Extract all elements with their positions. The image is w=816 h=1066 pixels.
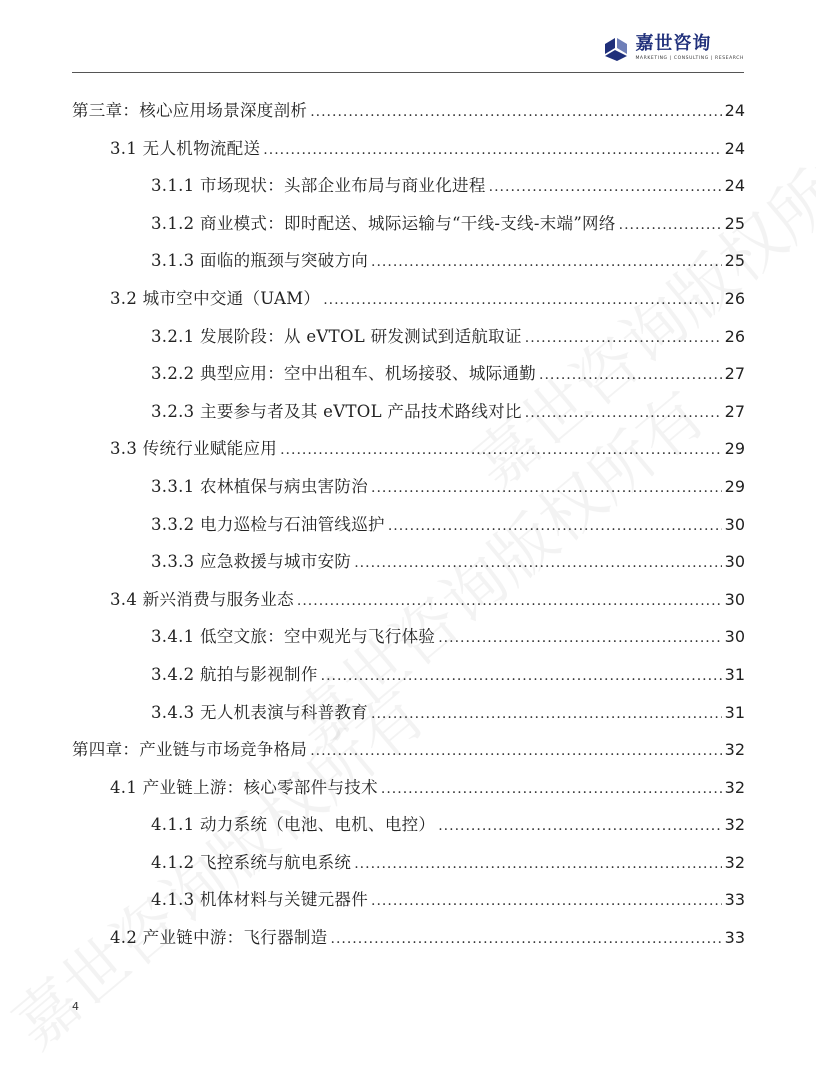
toc-leader-dots (371, 470, 722, 508)
toc-entry-level-3[interactable] (72, 506, 745, 544)
toc-entry-level-2[interactable] (72, 130, 745, 168)
toc-entry-title: 3.1 无人机物流配送 (110, 138, 261, 158)
toc-entry-page: 26 (724, 326, 745, 346)
toc-entry-title: 3.1.1 市场现状：头部企业布局与商业化进程 (151, 176, 486, 196)
toc-leader-dots (354, 846, 721, 884)
toc-entry-title: 3.4.1 低空文旅：空中观光与飞行体验 (151, 627, 436, 647)
toc-entry-title: 3.4.3 无人机表演与科普教育 (151, 702, 369, 722)
toc-entry-title: 3.1.3 面临的瓶颈与突破方向 (151, 251, 369, 271)
brand-name: 嘉世咨询 (635, 33, 712, 54)
toc-leader-dots (280, 432, 722, 470)
toc-entry-level-3[interactable] (72, 242, 745, 280)
page-number: 4 (72, 1000, 79, 1013)
toc-entry-page: 30 (724, 589, 745, 609)
toc-entry-page: 32 (724, 852, 745, 872)
toc-entry-title: 3.2.3 主要参与者及其 eVTOL 产品技术路线对比 (151, 401, 522, 421)
toc-entry-level-2[interactable] (72, 280, 745, 318)
toc-entry-page: 24 (724, 138, 745, 158)
toc-entry-page: 31 (724, 664, 745, 684)
toc-entry-title: 3.2.2 典型应用：空中出租车、机场接驳、城际通勤 (151, 364, 537, 384)
toc-leader-dots (539, 357, 722, 395)
toc-leader-dots (263, 132, 721, 170)
toc-entry-level-1[interactable] (72, 92, 745, 130)
toc-entry-page: 29 (724, 439, 745, 459)
toc-entry-title: 4.1.2 飞控系统与航电系统 (151, 852, 352, 872)
toc-leader-dots (525, 320, 722, 358)
toc-entry-level-3[interactable] (72, 355, 745, 393)
toc-entry-title: 4.2 产业链中游：飞行器制造 (110, 928, 328, 948)
toc-entry-title: 3.2.1 发展阶段：从 eVTOL 研发测试到适航取证 (151, 326, 522, 346)
toc-entry-title: 4.1.3 机体材料与关键元器件 (151, 890, 369, 910)
toc-leader-dots (438, 620, 721, 658)
toc-entry-level-2[interactable] (72, 919, 745, 957)
toc-entry-page: 32 (724, 777, 745, 797)
toc-entry-page: 26 (724, 288, 745, 308)
toc-leader-dots (331, 921, 722, 959)
toc-entry-page: 30 (724, 514, 745, 534)
jiashi-logo-icon (603, 36, 629, 62)
toc-entry-level-1[interactable] (72, 731, 745, 769)
toc-entry-page: 24 (724, 101, 745, 120)
toc-entry-page: 27 (724, 401, 745, 421)
toc-entry-title: 3.3.3 应急救援与城市安防 (151, 552, 352, 572)
toc-entry-page: 25 (724, 251, 745, 271)
toc-leader-dots (323, 282, 721, 320)
toc-leader-dots (310, 94, 721, 132)
toc-leader-dots (388, 508, 722, 546)
toc-entry-page: 24 (724, 176, 745, 196)
toc-entry-level-3[interactable] (72, 205, 745, 243)
toc-entry-level-3[interactable] (72, 656, 745, 694)
toc-leader-dots (321, 658, 722, 696)
toc-entry-page: 30 (724, 627, 745, 647)
toc-entry-level-3[interactable] (72, 393, 745, 431)
toc-entry-page: 33 (724, 928, 745, 948)
toc-leader-dots (619, 207, 722, 245)
toc-entry-title: 3.1.2 商业模式：即时配送、城际运输与“干线-支线-末端”网络 (151, 213, 616, 233)
brand (603, 34, 744, 62)
toc-leader-dots (489, 169, 722, 207)
toc-entry-page: 30 (724, 552, 745, 572)
toc-leader-dots (371, 696, 722, 734)
toc-entry-title: 3.2 城市空中交通（UAM） (110, 288, 321, 308)
toc-entry-title: 3.3.2 电力巡检与石油管线巡护 (151, 514, 385, 534)
toc-entry-page: 27 (724, 364, 745, 384)
toc-entry-level-3[interactable] (72, 618, 745, 656)
toc-entry-title: 第四章：产业链与市场竞争格局 (72, 740, 308, 760)
page-header (72, 26, 744, 73)
toc-entry-level-3[interactable] (72, 806, 745, 844)
toc-leader-dots (297, 583, 722, 621)
toc-entry-title: 4.1.1 动力系统（电池、电机、电控） (151, 815, 436, 835)
toc-entry-page: 32 (724, 815, 745, 835)
toc-leader-dots (371, 883, 722, 921)
table-of-contents (72, 92, 745, 957)
toc-entry-level-3[interactable] (72, 318, 745, 356)
toc-entry-level-2[interactable] (72, 430, 745, 468)
toc-leader-dots (525, 395, 722, 433)
toc-entry-level-3[interactable] (72, 167, 745, 205)
toc-entry-level-3[interactable] (72, 468, 745, 506)
toc-entry-level-3[interactable] (72, 694, 745, 732)
toc-entry-page: 25 (724, 213, 745, 233)
toc-entry-page: 32 (724, 740, 745, 760)
toc-entry-level-2[interactable] (72, 769, 745, 807)
toc-entry-title: 4.1 产业链上游：核心零部件与技术 (110, 777, 378, 797)
toc-entry-title: 3.4.2 航拍与影视制作 (151, 664, 318, 684)
brand-tagline: MARKETING | CONSULTING | RESEARCH (635, 56, 744, 61)
toc-entry-level-2[interactable] (72, 581, 745, 619)
toc-entry-level-3[interactable] (72, 844, 745, 882)
toc-entry-title: 3.3 传统行业赋能应用 (110, 439, 278, 459)
toc-leader-dots (354, 545, 721, 583)
toc-entry-page: 29 (724, 476, 745, 496)
toc-leader-dots (310, 733, 721, 771)
toc-entry-title: 第三章：核心应用场景深度剖析 (72, 101, 308, 120)
toc-entry-level-3[interactable] (72, 543, 745, 581)
toc-leader-dots (381, 771, 722, 809)
toc-entry-title: 3.3.1 农林植保与病虫害防治 (151, 476, 369, 496)
toc-leader-dots (371, 244, 722, 282)
toc-entry-page: 33 (724, 890, 745, 910)
toc-leader-dots (438, 808, 721, 846)
toc-entry-page: 31 (724, 702, 745, 722)
toc-entry-title: 3.4 新兴消费与服务业态 (110, 589, 294, 609)
toc-entry-level-3[interactable] (72, 881, 745, 919)
